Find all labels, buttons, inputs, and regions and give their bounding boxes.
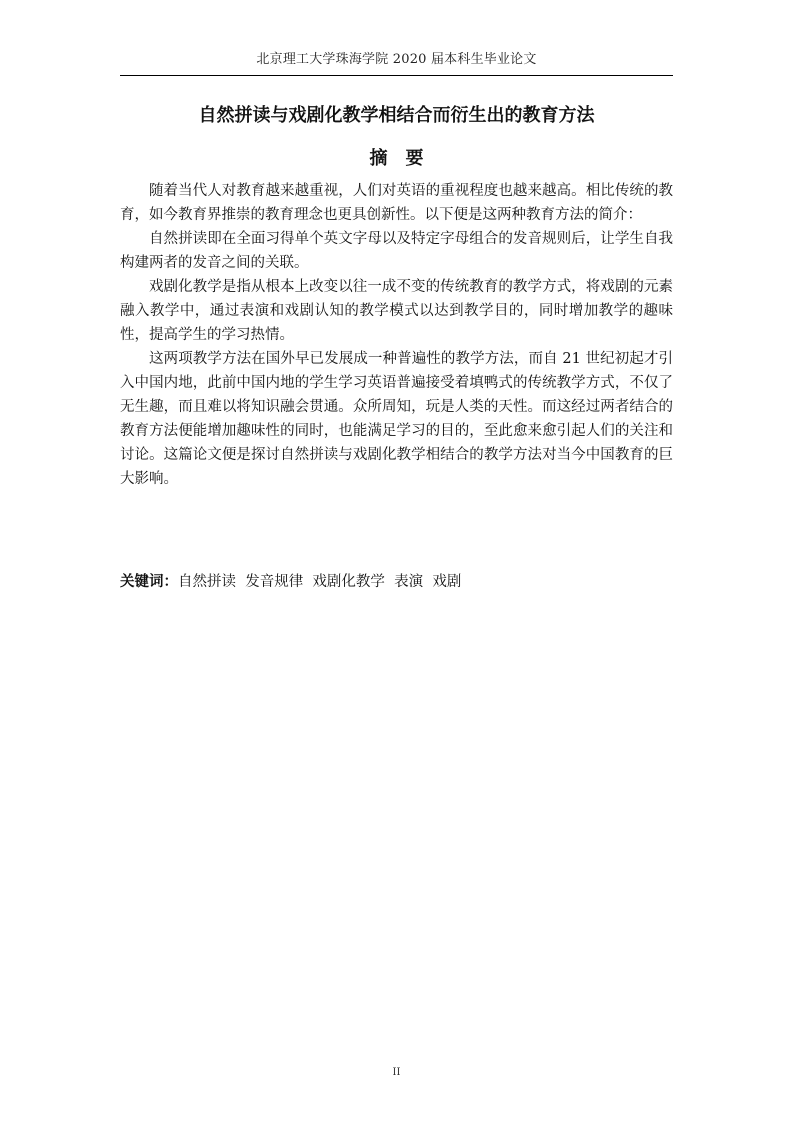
abstract-paragraph-4: 这两项教学方法在国外早已发展成一种普遍性的教学方法，而自 21 世纪初起才引入中国内地，此前中国内地的学生学习英语普遍接受着填鸭式的传统教学方式，不仅了无生趣，而且难以将知识融会贯通。众所周知，玩是人类的天性。而这经过两者结合的教育方法便能增加趣味性的同时，也能满足学习的目的，至此愈来愈引起人们的关注和讨论。这篇论文便是探讨自然拼读与戏剧化教学相结合的教学方法对当今中国教育的巨大影响。 <box>120 351 673 487</box>
abstract-paragraph-3: 戏剧化教学是指从根本上改变以往一成不变的传统教育的教学方式，将戏剧的元素融入教学中，通过表演和戏剧认知的教学模式以达到教学目的，同时增加教学的趣味性，提高学生的学习热情。 <box>120 279 673 343</box>
abstract-paragraph-1: 随着当代人对教育越来越重视，人们对英语的重视程度也越来越高。相比传统的教育，如今教育界推崇的教育理念也更具创新性。以下便是这两种教育方法的简介： <box>120 183 673 223</box>
header-rule <box>120 75 673 76</box>
keywords-label: 关键词： <box>120 574 178 590</box>
page-number: II <box>392 1067 401 1078</box>
paper-title: 自然拼读与戏剧化教学相结合而衍生出的教育方法 <box>198 105 595 126</box>
running-header: 北京理工大学珠海学院 2020 届本科生毕业论文 <box>256 52 537 67</box>
keywords-list: 自然拼读 发音规律 戏剧化教学 表演 戏剧 <box>178 574 462 590</box>
abstract-paragraph-2: 自然拼读即在全面习得单个英文字母以及特定字母组合的发音规则后，让学生自我构建两者的发音之间的关联。 <box>120 231 673 271</box>
keywords-line <box>120 570 673 594</box>
abstract-heading: 摘要 <box>369 148 442 169</box>
abstract-body <box>120 179 673 491</box>
